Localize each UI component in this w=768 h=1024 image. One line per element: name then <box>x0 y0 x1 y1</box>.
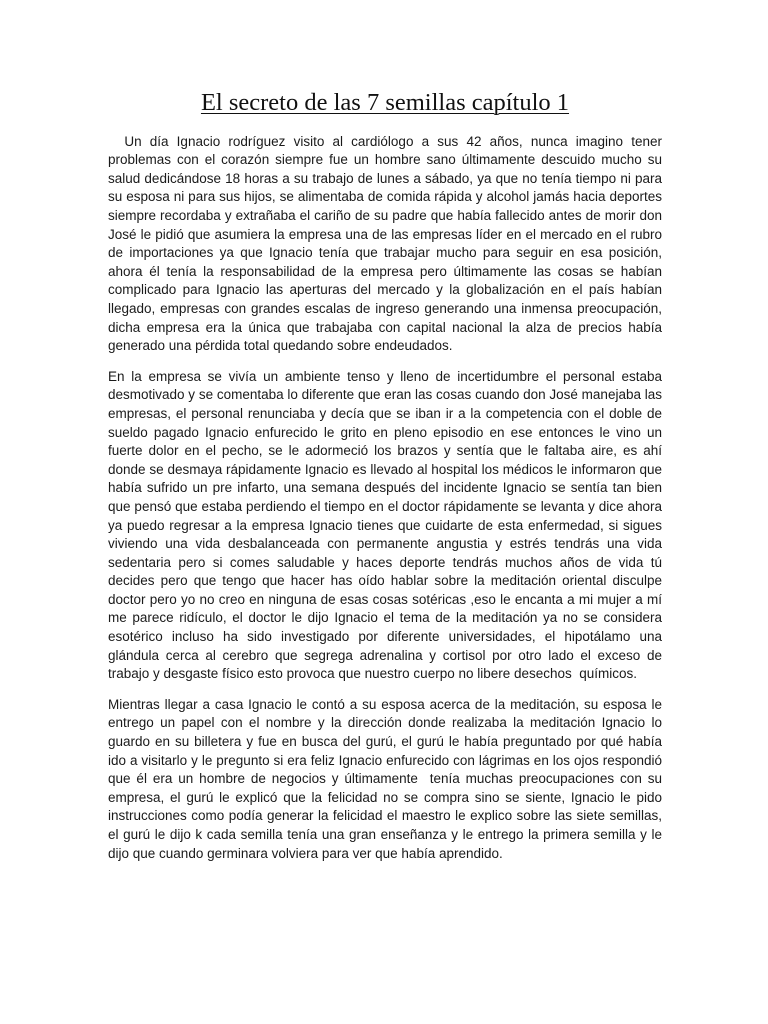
paragraph-2: En la empresa se vivía un ambiente tenso y lleno de incertidumbre el personal estaba desmotivado y se comentaba lo diferente que eran las cosas cuando don José manejaba las empresas, el personal renunciaba y decía que se iban ir a la competencia con el doble de sueldo pagado Ignacio enfurecido le grito en pleno episodio en ese entonces le vino un fuerte dolor en el pecho, se le adormeció los brazos y sentía que le faltaba aire, es ahí donde se desmaya rápidamente Ignacio es llevado al hospital los médicos le informaron que había sufrido un pre infarto, una semana después del incidente Ignacio se sentía tan bien que pensó que estaba perdiendo el tiempo en el doctor rápidamente se levanta y dice ahora ya puedo regresar a la empresa Ignacio tienes que cuidarte de esta enfermedad, si sigues viviendo una vida desbalanceada con permanente angustia y estrés tendrás una vida sedentaria pero si comes saludable y haces deporte tendrás muchos años de vida tú decides pero que tengo que hacer has oído hablar sobre la meditación oriental disculpe doctor pero yo no creo en ninguna de esas cosas sotéricas ,eso le encanta a mi mujer a mí me parece ridículo, el doctor le dijo Ignacio el tema de la meditación ya no se considera esotérico incluso ha sido investigado por diferente universidades, el hipotálamo una glándula cerca al cerebro que segrega adrenalina y cortisol por otro lado el exceso de trabajo y desgaste físico esto provoca que nuestro cuerpo no libere desechos químicos. <box>108 368 666 682</box>
paragraph-1: Un día Ignacio rodríguez visito al cardiólogo a sus 42 años, nunca imagino tener problemas con el corazón siempre fue un hombre sano últimamente descuido mucho su salud dedicándose 18 horas a su trabajo de lunes a sábado, ya que no tenía tiempo ni para su esposa ni para sus hijos, se alimentaba de comida rápida y alcohol jamás hacia deportes siempre recordaba y extrañaba el cariño de su padre que había fallecido antes de morir don José le pidió que asumiera la empresa una de las empresas líder en el mercado en el rubro de importaciones ya que Ignacio tenía que trabajar mucho para seguir en esa posición, ahora él tenía la responsabilidad de la empresa pero últimamente las cosas se habían complicado para Ignacio las aperturas del mercado y la globalización en el país habían llegado, empresas con grandes escalas de ingreso generando una inmensa preocupación, dicha empresa era la única que trabajaba con capital nacional la alza de precios había generado una pérdida total quedando sobre endeudados. <box>108 133 666 354</box>
document-title: El secreto de las 7 semillas capítulo 1 <box>200 89 570 116</box>
paragraph-3: Mientras llegar a casa Ignacio le contó a su esposa acerca de la meditación, su esposa le entrego un papel con el nombre y la dirección donde realizaba la meditación Ignacio lo guardo en su billetera y fue en busca del gurú, el gurú le había preguntado por qué había ido a visitarlo y le pregunto si era feliz Ignacio enfurecido con lágrimas en los ojos respondió que él era un hombre de negocios y últimamente tenía muchas preocupaciones con su empresa, el gurú le explicó que la felicidad no se compra sino se siente, Ignacio le pido instrucciones como podía generar la felicidad el maestro le explico sobre las siete semillas, el gurú le dijo k cada semilla tenía una gran enseñanza y le entrego la primera semilla y le dijo que cuando germinara volviera para ver que había aprendido. <box>108 696 670 861</box>
